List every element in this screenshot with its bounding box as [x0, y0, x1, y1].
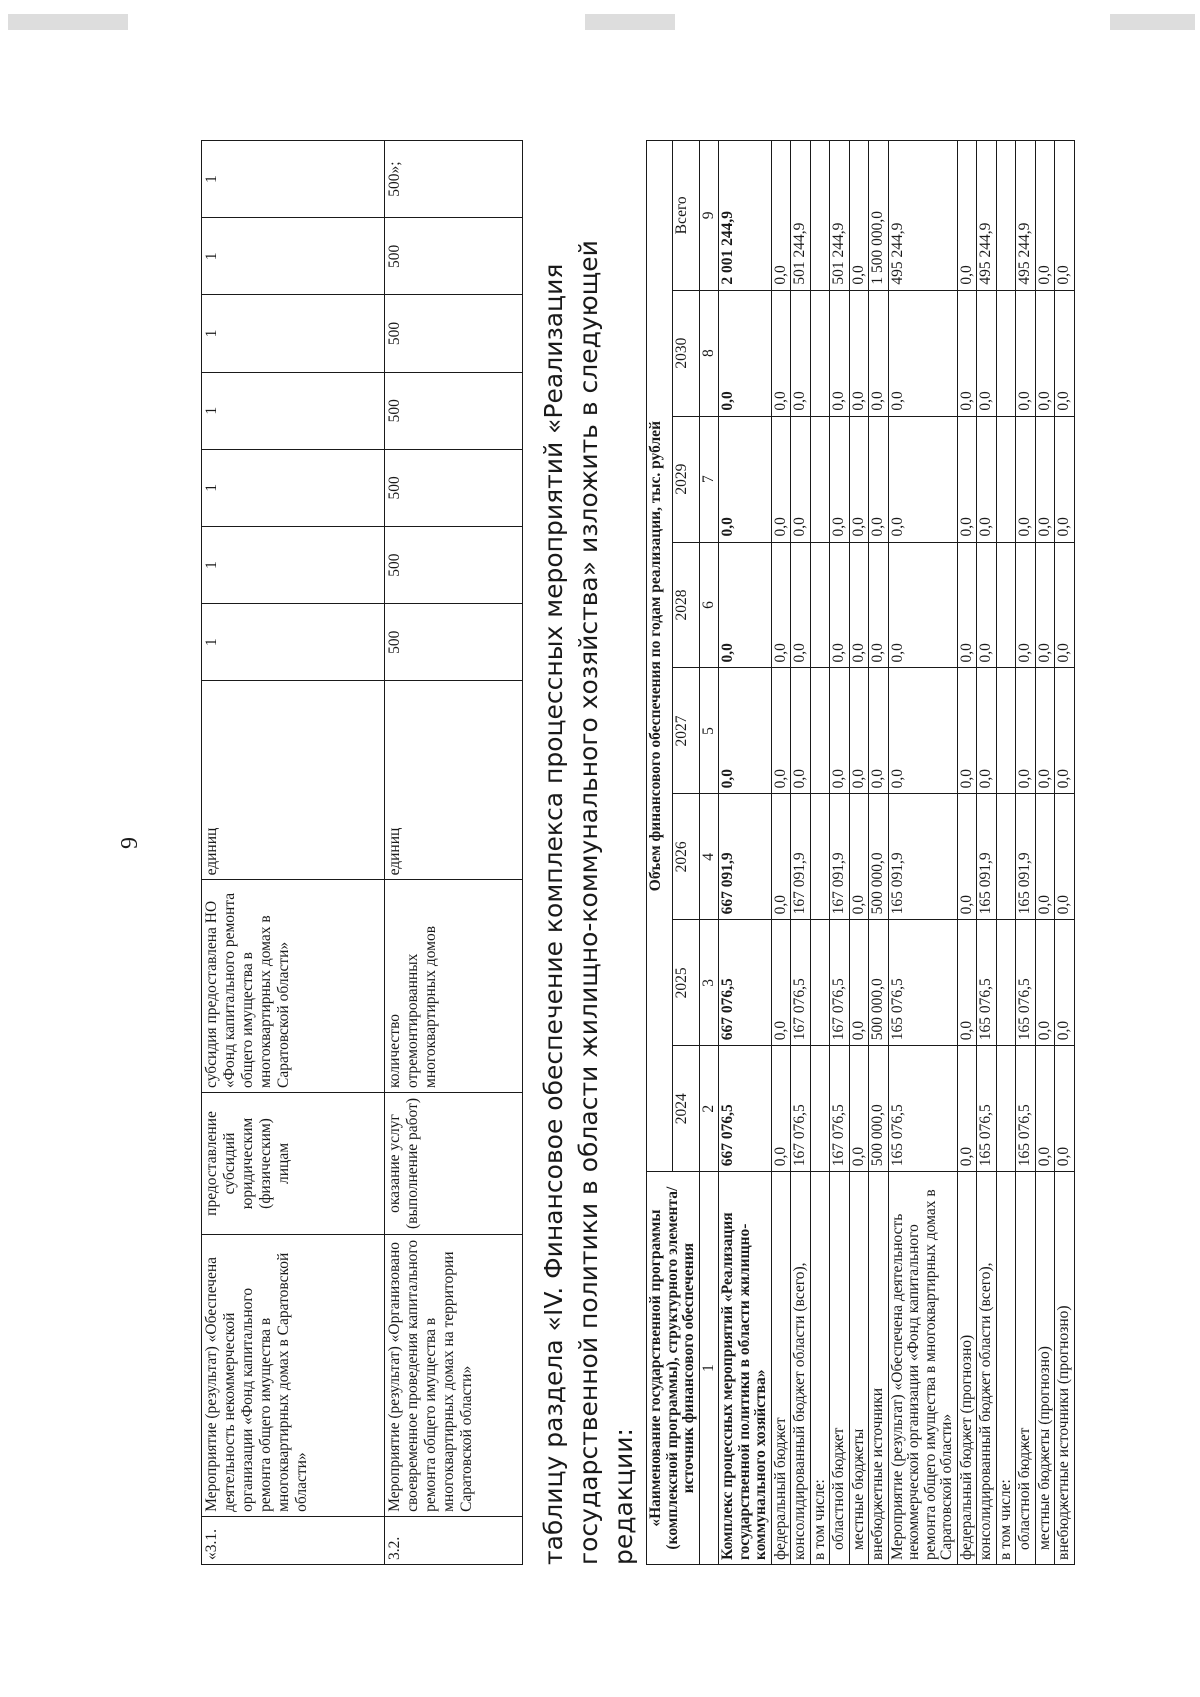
header-year: 2029 [673, 416, 699, 542]
header-year: 2026 [673, 794, 699, 920]
row-value: 0,0 [719, 668, 772, 794]
row-value: 165 076,5 [888, 1046, 957, 1172]
row-value: 0,0 [1035, 920, 1055, 1046]
row-value [810, 668, 830, 794]
row-value: 0,0 [869, 416, 889, 542]
row-value: 0,0 [977, 542, 997, 668]
cell-unit: единиц [202, 681, 385, 880]
row-value: 165 076,5 [1016, 1046, 1036, 1172]
row-value [810, 290, 830, 416]
row-value: 165 091,9 [1016, 794, 1036, 920]
row-value: 165 076,5 [1016, 920, 1036, 1046]
row-value: 0,0 [849, 141, 869, 291]
cell-value: 1 [202, 372, 385, 449]
cell-unit: единиц [385, 681, 523, 880]
row-value: 0,0 [771, 668, 791, 794]
finance-row [1035, 141, 1055, 1565]
row-label: внебюджетные источники [869, 1172, 889, 1565]
cell-value: 500 [385, 526, 523, 603]
column-number: 3 [699, 920, 719, 1046]
row-value: 0,0 [1055, 668, 1075, 794]
row-value: 167 076,5 [830, 920, 850, 1046]
cell-value: 1 [202, 449, 385, 526]
row-value: 495 244,9 [1016, 141, 1036, 291]
row-value [996, 920, 1016, 1046]
cell-type: предоставление субсидий юридическим (физическим) лицам [202, 1092, 385, 1234]
section-heading [536, 140, 641, 1565]
row-value: 501 244,9 [830, 141, 850, 291]
row-label: в том числе: [996, 1172, 1016, 1565]
row-value: 0,0 [1035, 1046, 1055, 1172]
row-value: 0,0 [869, 542, 889, 668]
row-value [996, 794, 1016, 920]
row-value [996, 1046, 1016, 1172]
row-value: 0,0 [957, 290, 977, 416]
row-value: 500 000,0 [869, 1046, 889, 1172]
row-value: 0,0 [1035, 794, 1055, 920]
cell-type: оказание услуг (выполнение работ) [385, 1092, 523, 1234]
finance-row [957, 141, 977, 1565]
cell-value: 500 [385, 449, 523, 526]
finance-table [646, 140, 1075, 1565]
row-label: в том числе: [810, 1172, 830, 1565]
row-value: 167 076,5 [791, 920, 811, 1046]
row-value [810, 416, 830, 542]
header-year: 2024 [673, 1046, 699, 1172]
row-value: 0,0 [771, 290, 791, 416]
row-value [810, 1046, 830, 1172]
row-label: федеральный бюджет (прогнозно) [957, 1172, 977, 1565]
scan-artifact [1110, 14, 1195, 30]
row-value: 0,0 [977, 416, 997, 542]
results-table [201, 140, 523, 1565]
row-value: 0,0 [719, 290, 772, 416]
row-value: 0,0 [771, 416, 791, 542]
row-label: областной бюджет [830, 1172, 850, 1565]
row-value: 667 076,5 [719, 1046, 772, 1172]
row-value: 165 076,5 [977, 1046, 997, 1172]
row-value: 167 076,5 [791, 1046, 811, 1172]
row-value: 0,0 [849, 542, 869, 668]
column-number: 7 [699, 416, 719, 542]
header-year: 2027 [673, 668, 699, 794]
finance-row [888, 141, 957, 1565]
row-value: 167 091,9 [830, 794, 850, 920]
row-value: 495 244,9 [977, 141, 997, 291]
cell-value: 500 [385, 372, 523, 449]
row-value [996, 668, 1016, 794]
column-number: 8 [699, 290, 719, 416]
row-value: 165 076,5 [888, 920, 957, 1046]
row-label: областной бюджет [1016, 1172, 1036, 1565]
row-value: 0,0 [771, 794, 791, 920]
row-value [810, 794, 830, 920]
row-value: 0,0 [957, 920, 977, 1046]
finance-row [719, 141, 772, 1565]
results-row [385, 141, 523, 1565]
cell-value: 1 [202, 141, 385, 218]
rotated-content [201, 140, 1106, 1565]
row-value: 0,0 [1035, 668, 1055, 794]
row-value: 0,0 [771, 920, 791, 1046]
finance-row [996, 141, 1016, 1565]
header-year: 2025 [673, 920, 699, 1046]
row-value: 0,0 [957, 141, 977, 291]
row-value: 0,0 [957, 1046, 977, 1172]
row-label: внебюджетные источники (прогнозно) [1055, 1172, 1075, 1565]
row-value [996, 416, 1016, 542]
row-value: 0,0 [1055, 794, 1075, 920]
row-value: 0,0 [977, 290, 997, 416]
row-value: 667 091,9 [719, 794, 772, 920]
row-value: 0,0 [957, 668, 977, 794]
row-value: 0,0 [1055, 920, 1075, 1046]
header-year: 2030 [673, 290, 699, 416]
finance-row [771, 141, 791, 1565]
finance-row [869, 141, 889, 1565]
row-value [810, 542, 830, 668]
row-value: 0,0 [791, 416, 811, 542]
row-value: 0,0 [1035, 290, 1055, 416]
row-value: 0,0 [719, 542, 772, 668]
header-year: 2028 [673, 542, 699, 668]
row-value: 0,0 [830, 290, 850, 416]
row-value: 0,0 [1055, 416, 1075, 542]
row-value [996, 542, 1016, 668]
cell-name: Мероприятие (результат) «Обеспечена деятельность некоммерческой организации «Фонд капитального ремонта общего имущества в многоквартирных домах в Саратовской области» [202, 1235, 385, 1517]
row-value: 167 091,9 [791, 794, 811, 920]
row-value: 667 076,5 [719, 920, 772, 1046]
row-value: 0,0 [771, 1046, 791, 1172]
finance-row [791, 141, 811, 1565]
row-value: 165 091,9 [888, 794, 957, 920]
row-value [996, 290, 1016, 416]
row-value: 0,0 [830, 416, 850, 542]
column-number: 6 [699, 542, 719, 668]
row-value: 0,0 [1055, 542, 1075, 668]
row-value: 0,0 [1035, 141, 1055, 291]
row-value: 495 244,9 [888, 141, 957, 291]
heading-text: таблицу раздела «IV. Финансовое обеспечение комплекса процессных мероприятий «Реализация государственной политики в области жилищно-коммунального хозяйства» изложить в следующей редакции: [539, 240, 638, 1565]
row-value: 0,0 [888, 668, 957, 794]
finance-row [977, 141, 997, 1565]
row-value: 167 076,5 [830, 1046, 850, 1172]
cell-characteristic: субсидия предоставлена НО «Фонд капитального ремонта общего имущества в многоквартирных домах в Саратовской области» [202, 880, 385, 1093]
row-value: 0,0 [849, 794, 869, 920]
row-label: Комплекс процессных мероприятий «Реализация государственной политики в области жилищно-коммунального хозяйства» [719, 1172, 772, 1565]
row-label: местные бюджеты [849, 1172, 869, 1565]
finance-row [830, 141, 850, 1565]
row-value: 165 076,5 [977, 920, 997, 1046]
column-number: 1 [699, 1172, 719, 1565]
row-value: 1 500 000,0 [869, 141, 889, 291]
row-value: 0,0 [957, 542, 977, 668]
cell-num: «3.1. [202, 1516, 385, 1564]
finance-row [1055, 141, 1075, 1565]
row-value: 0,0 [1055, 141, 1075, 291]
cell-value: 500 [385, 218, 523, 295]
cell-value: 1 [202, 526, 385, 603]
row-label: федеральный бюджет [771, 1172, 791, 1565]
row-value: 0,0 [1016, 290, 1036, 416]
row-label: консолидированный бюджет области (всего), [791, 1172, 811, 1565]
row-value: 0,0 [830, 668, 850, 794]
scan-artifact [585, 14, 675, 30]
row-value: 0,0 [849, 290, 869, 416]
cell-characteristic: количество отремонтированных многоквартирных домов [385, 880, 523, 1093]
row-value: 0,0 [888, 416, 957, 542]
row-value: 0,0 [869, 290, 889, 416]
row-value: 0,0 [849, 920, 869, 1046]
row-value: 0,0 [1016, 668, 1036, 794]
header-name: «Наименование государственной программы (комплексной программы), структурного элемента/источник финансового обеспечения [647, 1172, 700, 1565]
column-number: 4 [699, 794, 719, 920]
row-value: 0,0 [1055, 290, 1075, 416]
row-value [996, 141, 1016, 291]
column-number: 2 [699, 1046, 719, 1172]
row-label: Мероприятие (результат) «Обеспечена деятельность некоммерческой организации «Фонд капитального ремонта общего имущества в многоквартирных домах в Саратовской области» [888, 1172, 957, 1565]
row-value: 0,0 [849, 1046, 869, 1172]
row-value: 2 001 244,9 [719, 141, 772, 291]
row-value: 0,0 [791, 290, 811, 416]
row-value: 165 091,9 [977, 794, 997, 920]
column-number: 9 [699, 141, 719, 291]
row-value: 0,0 [791, 668, 811, 794]
row-value [810, 920, 830, 1046]
row-value: 500 000,0 [869, 920, 889, 1046]
cell-value: 500 [385, 604, 523, 681]
row-value: 0,0 [1035, 542, 1055, 668]
row-label: консолидированный бюджет области (всего), [977, 1172, 997, 1565]
column-number: 5 [699, 668, 719, 794]
row-value: 0,0 [791, 542, 811, 668]
row-value: 0,0 [957, 794, 977, 920]
page-number: 9 [117, 837, 143, 849]
header-year: Всего [673, 141, 699, 291]
row-value: 0,0 [849, 668, 869, 794]
row-value: 0,0 [1016, 542, 1036, 668]
row-value: 0,0 [849, 416, 869, 542]
cell-value: 500»; [385, 141, 523, 218]
finance-row [810, 141, 830, 1565]
header-volume: Объем финансового обеспечения по годам реализации, тыс. рублей [647, 141, 673, 1172]
row-value: 0,0 [888, 290, 957, 416]
finance-row [1016, 141, 1036, 1565]
row-value: 0,0 [869, 668, 889, 794]
row-value: 0,0 [830, 542, 850, 668]
row-value: 0,0 [957, 416, 977, 542]
cell-value: 1 [202, 218, 385, 295]
row-value: 0,0 [719, 416, 772, 542]
row-value: 501 244,9 [791, 141, 811, 291]
row-value: 0,0 [1016, 416, 1036, 542]
cell-value: 1 [202, 604, 385, 681]
row-value: 0,0 [977, 668, 997, 794]
row-label: местные бюджеты (прогнозно) [1035, 1172, 1055, 1565]
cell-value: 500 [385, 295, 523, 372]
row-value: 0,0 [771, 542, 791, 668]
row-value: 0,0 [1055, 1046, 1075, 1172]
row-value [810, 141, 830, 291]
scan-artifact [8, 14, 128, 30]
row-value: 0,0 [1035, 416, 1055, 542]
row-value: 0,0 [771, 141, 791, 291]
row-value: 0,0 [888, 542, 957, 668]
cell-value: 1 [202, 295, 385, 372]
results-row [202, 141, 385, 1565]
finance-row [849, 141, 869, 1565]
row-value: 500 000,0 [869, 794, 889, 920]
cell-name: Мероприятие (результат) «Организовано своевременное проведения капитального ремонта общего имущества в многоквартирных домах на территории Саратовской области» [385, 1235, 523, 1517]
cell-num: 3.2. [385, 1516, 523, 1564]
